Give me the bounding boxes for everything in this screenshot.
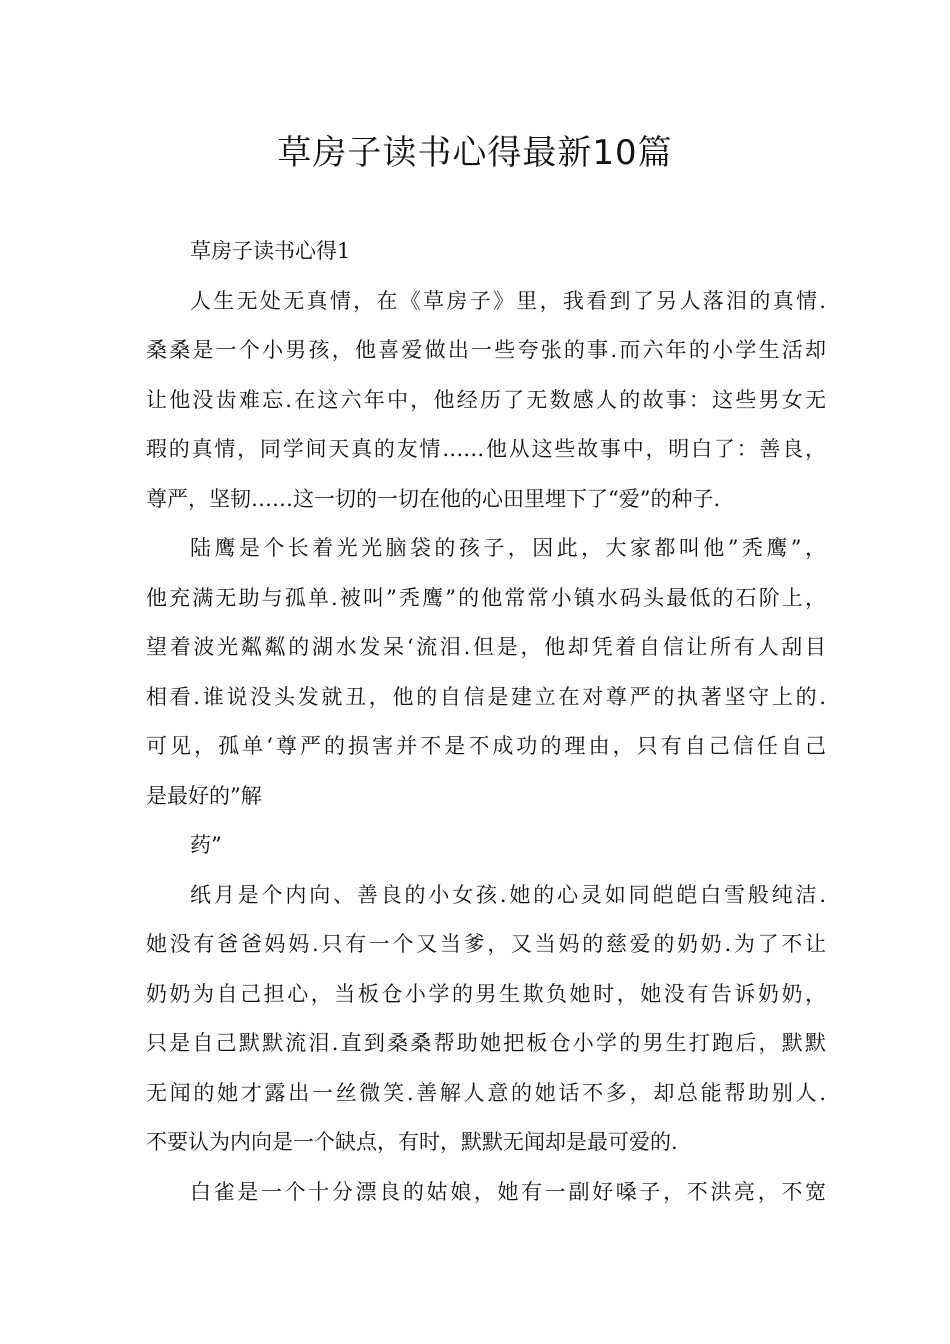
text-line: 是最好的”解 bbox=[146, 783, 262, 808]
text-line: 可见，孤单‘尊严的损害并不是不成功的理由，只有自己信任自己 bbox=[146, 734, 826, 758]
text-line: 不要认为内向是一个缺点，有时，默默无闻却是最可爱的. bbox=[146, 1130, 678, 1154]
text-line: 相看.谁说没头发就丑，他的自信是建立在对尊严的执著坚守上的. bbox=[146, 684, 826, 709]
text-line: 桑桑是一个小男孩，他喜爱做出一些夸张的事.而六年的小学生活却 bbox=[146, 338, 826, 362]
text-line: 他充满无助与孤单.被叫”秃鹰”的他常常小镇水码头最低的石阶上， bbox=[146, 585, 826, 610]
text-line: 奶奶为自己担心，当板仓小学的男生欺负她时，她没有告诉奶奶， bbox=[146, 981, 826, 1006]
text-line: 只是自己默默流泪.直到桑桑帮助她把板仓小学的男生打跑后，默默 bbox=[146, 1031, 826, 1055]
text-line: 瑕的真情，同学间天真的友情……他从这些故事中，明白了：善良， bbox=[146, 437, 826, 461]
text-line: 让他没齿难忘.在这六年中，他经历了无数感人的故事：这些男女无 bbox=[146, 387, 826, 412]
document-body bbox=[146, 227, 826, 1217]
text-line: 草房子读书心得1 bbox=[190, 239, 351, 263]
text-line: 无闻的她才露出一丝微笑.善解人意的她话不多，却总能帮助别人. bbox=[146, 1080, 826, 1105]
text-line: 人生无处无真情，在《草房子》里，我看到了另人落泪的真情. bbox=[190, 288, 826, 313]
text-line: 药” bbox=[190, 833, 222, 857]
text-line: 陆鹰是个长着光光脑袋的孩子，因此，大家都叫他”秃鹰”， bbox=[190, 536, 826, 560]
text-line: 纸月是个内向、善良的小女孩.她的心灵如同皑皑白雪般纯洁. bbox=[190, 882, 826, 907]
text-line: 尊严，坚韧……这一切的一切在他的心田里埋下了“爱”的种子. bbox=[146, 486, 721, 511]
text-line: 望着波光粼粼的湖水发呆‘流泪.但是，他却凭着自信让所有人刮目 bbox=[146, 635, 826, 659]
text-line: 她没有爸爸妈妈.只有一个又当爹，又当妈的慈爱的奶奶.为了不让 bbox=[146, 932, 826, 956]
text-line: 白雀是一个十分漂良的姑娘，她有一副好嗓子，不洪亮，不宽 bbox=[190, 1179, 826, 1204]
document-title: 草房子读书心得最新10篇 bbox=[277, 133, 673, 173]
